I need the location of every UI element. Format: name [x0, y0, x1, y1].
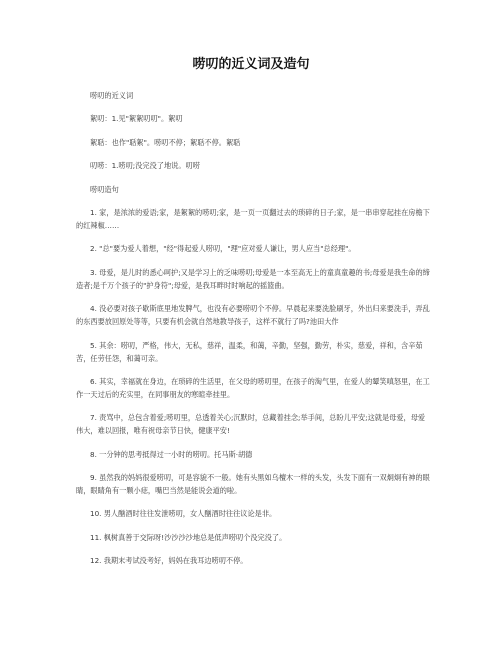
- paragraph-sentence-6: 6. 其实，幸福就在身边，在琐碎的生活里，在父母的唠叨里，在孩子的淘气里，在爱人的颦笑嗔怒里，在工作一天过后的充实里，在同事朋友的寒暄牵挂里。: [76, 376, 430, 399]
- paragraph-synonym-3: 叨唠：1.唠叨;没完没了地说。叨唠: [90, 161, 200, 171]
- paragraph-sentence-10: 10. 男人酗酒时往往发泄唠叨，女人酗酒时往往议论是非。: [90, 509, 277, 519]
- paragraph-sentence-3: 3. 母爱，是儿时的悉心呵护;又是学习上的乏味唠叨;母爱是一本至高无上的童真童趣的书;母爱是我生命的缔造者;是千万个孩子的"护身符";母爱，是我耳畔时时响起的摇篮曲。: [76, 267, 430, 290]
- document-body: [76, 89, 432, 578]
- paragraph-sentence-2: 2. "总"要为爱人着想，"经"得起爱人唠叨，"理"应对爱人谦让，男人应当"总经理"。: [90, 244, 356, 254]
- paragraph-synonym-2: 絮聒：也作"聒絮"。唠叨不停；絮聒不停。絮聒: [90, 137, 241, 147]
- paragraph-sentence-12: 12. 我期末考试没考好，妈妈在我耳边唠叨不停。: [90, 556, 248, 566]
- paragraph-sentence-8: 8. 一分钟的思考抵得过一小时的唠叨。托马斯·胡德: [90, 449, 253, 459]
- paragraph-sentence-1: 1. 家，是浓浓的爱语;家，是絮絮的唠叨;家，是一页一页翻过去的琐碎的日子;家，是一串串穿起挂在房檐下的红辣椒……: [76, 207, 430, 230]
- paragraph-sentences-heading: 唠叨造句: [90, 184, 119, 194]
- document-title: 唠叨的近义词及造句: [192, 57, 310, 72]
- paragraph-synonym-1: 絮叨：1.见"絮絮叨叨"。絮叨: [90, 114, 183, 124]
- paragraph-sentence-7: 7. 责骂中，总包含着爱;唠叨里，总透着关心;沉默时，总藏着挂念;举手间，总盼儿平安;这就是母爱，母爱伟大，难以回报，唯有祝母亲节日快，健康平安!: [76, 413, 426, 436]
- paragraph-sentence-4: 4. 没必要对孩子歇斯底里地发脾气，也没有必要唠叨个不停。早晨起来要洗脸刷牙，外出归来要洗手，弄乱的东西要放回原处等等，只要有机会就自然地教导孩子，这样不就行了吗?池田大作: [76, 304, 430, 327]
- paragraph-sentence-11: 11. 枫树真善于交际呀!沙沙沙沙地总是低声唠叨个没完没了。: [90, 532, 287, 542]
- paragraph-sentence-9: 9. 虽然我的妈妈很爱唠叨，可是容貌不一般。她有头黑如乌檀木一样的头发，头发下面有一双炯炯有神的眼睛，眼睛角有一颗小痣，嘴巴当然是能说会道的啦。: [76, 473, 430, 496]
- paragraph-sentence-5: 5. 其余：唠叨，严格，伟大，无私，慈祥，温柔，和蔼，辛勤，坚强，勤劳，朴实，慈爱，祥和，含辛茹苦，任劳任怨，和蔼可亲。: [76, 340, 423, 363]
- paragraph-synonyms-heading: 唠叨的近义词: [90, 91, 134, 100]
